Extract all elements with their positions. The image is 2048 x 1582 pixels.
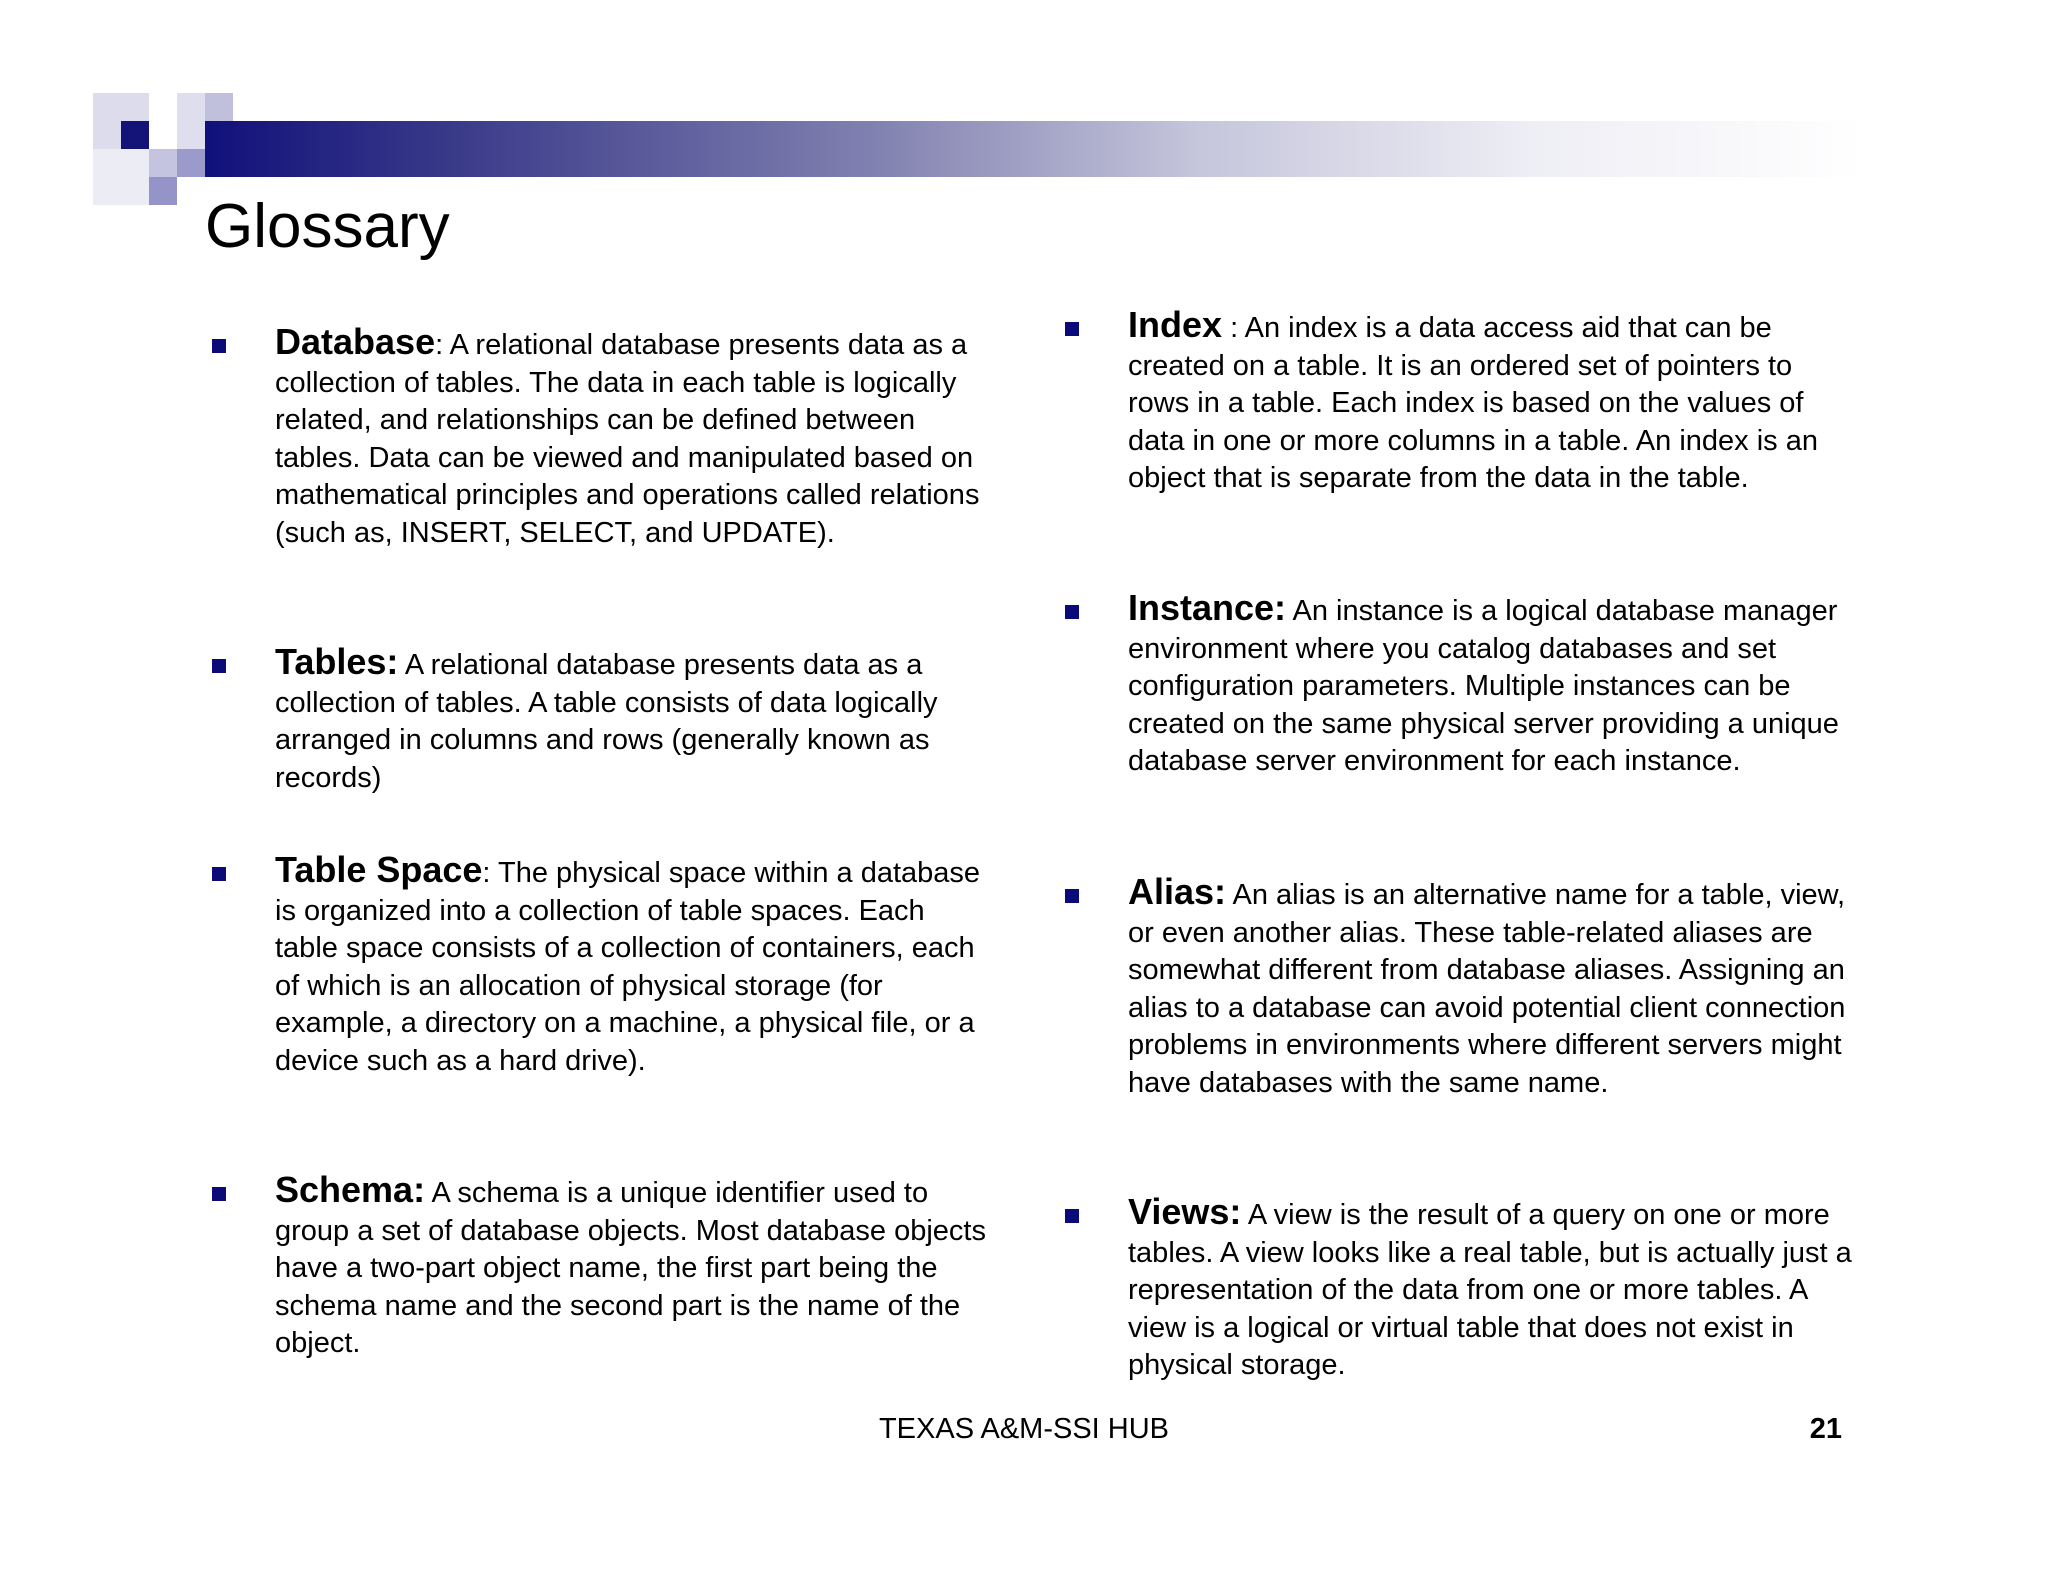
entry-text [275,643,995,797]
square-bullet-icon [1065,322,1079,336]
glossary-term: Views: [1128,1191,1242,1232]
title-gradient-bar [205,121,1865,177]
decor-square [121,121,149,149]
square-bullet-icon [212,659,226,673]
glossary-term: Index [1128,304,1223,345]
decor-square [149,177,177,205]
entry-text [275,1171,995,1363]
page-number: 21 [1809,1413,1842,1445]
glossary-term: Database [275,321,436,362]
entry-text [275,851,995,1080]
glossary-term: Instance: [1128,587,1287,628]
decor-square [149,149,177,177]
glossary-definition: A schema is a unique identifier used to group a set of database objects. Most database objects have a two-part object name, the first part being the schema name and the second part is the name of the object. [275,1177,986,1359]
glossary-definition: A view is the result of a query on one or more tables. A view looks like a real table, but is actually just a representation of the data from one or more tables. A view is a logical or virtual table that does not exist in physical storage. [1128,1199,1852,1381]
entry-text [275,323,995,552]
glossary-term: Alias: [1128,871,1227,912]
square-bullet-icon [212,339,226,353]
entry-text [1128,1193,1858,1385]
decor-square [177,149,205,177]
glossary-term: Schema: [275,1169,426,1210]
decor-square [205,93,233,121]
glossary-definition: The physical space within a database is organized into a collection of table spaces. Each table space consists of a collection of containers, each of which is an allocation of physical storage (for example, a directory on a machine, a physical file, or a device such as a hard drive). [275,857,981,1077]
term-separator: : [1222,312,1245,344]
glossary-term: Table Space [275,849,483,890]
page-title: Glossary [205,192,450,261]
entry-text [1128,306,1858,498]
entry-text [1128,873,1858,1102]
glossary-definition: An instance is a logical database manager environment where you catalog databases and set configuration parameters. Multiple instances can be created on the same physical server providing a unique database server environment for each instance. [1128,595,1839,777]
glossary-definition: An alias is an alternative name for a table, view, or even another alias. These table-related aliases are somewhat different from database aliases. Assigning an alias to a database can avoid potential client connection problems in environments where different servers might have databases with the same name. [1128,879,1846,1099]
square-bullet-icon [1065,1209,1079,1223]
glossary-term: Tables: [275,641,399,682]
square-bullet-icon [1065,889,1079,903]
square-bullet-icon [212,867,226,881]
slide-footer: TEXAS A&M-SSI HUB [878,1413,1170,1445]
term-separator: : [435,329,450,361]
square-bullet-icon [1065,605,1079,619]
square-bullet-icon [212,1187,226,1201]
term-separator: : [482,857,499,889]
decor-square [93,149,149,205]
glossary-definition: An index is a data access aid that can be created on a table. It is an ordered set of pointers to rows in a table. Each index is based on the values of data in one or more columns in a table. An index is an object that is separate from the data in the table. [1128,312,1818,494]
glossary-definition: A relational database presents data as a collection of tables. A table consists of data logically arranged in columns and rows (generally known as records) [275,649,938,794]
glossary-definition: A relational database presents data as a collection of tables. The data in each table is logically related, and relationships can be defined between tables. Data can be viewed and manipulated based on mathematical principles and operations called relations (such as, INSERT, SELECT, and UPDATE). [275,329,980,549]
entry-text [1128,589,1858,781]
